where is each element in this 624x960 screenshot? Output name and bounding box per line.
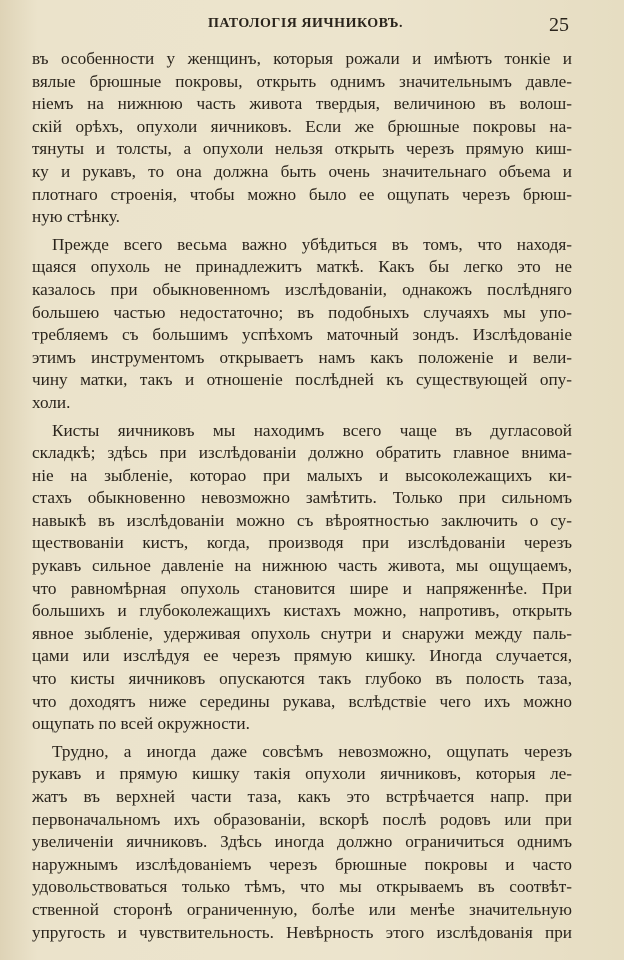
text-line: холи.: [32, 392, 71, 412]
text-line: Прежде всего весьма важно убѣдиться въ томъ, что находя-: [52, 234, 572, 254]
text-line: щаяся опухоль не принадлежитъ маткѣ. Какъ бы легко это не: [32, 257, 572, 277]
running-title: ПАТОЛОГІЯ ЯИЧНИКОВЪ.: [208, 16, 403, 31]
text-line: этимъ инструментомъ открываетъ намъ какъ положеніе и вели-: [32, 347, 572, 367]
text-line: казалось при обыкновенномъ изслѣдованіи, однакожъ послѣдняго: [32, 279, 572, 299]
text-line: ную стѣнку.: [32, 207, 120, 227]
text-line: требляемъ съ большимъ успѣхомъ маточный зондъ. Изслѣдованіе: [32, 325, 572, 345]
text-line: ственной сторонѣ ограниченную, болѣе или менѣе значительную: [32, 899, 572, 919]
text-line: стахъ обыкновенно невозможно замѣтить. Только при сильномъ: [32, 488, 572, 508]
text-line: большею частью недостаточно; въ подобныхъ случаяхъ мы упо-: [32, 302, 572, 322]
text-line: увеличеніи яичниковъ. Здѣсь иногда должно ограничиться однимъ: [32, 832, 572, 852]
text-line: цами или изслѣдуя ее черезъ прямую кишку. Иногда случается,: [32, 646, 572, 666]
text-line: тянуты и толсты, а опухоли нельзя открыть черезъ прямую киш-: [32, 139, 572, 159]
text-line: что равномѣрная опухоль становится шире и напряженнѣе. При: [32, 578, 572, 598]
text-line: что кисты яичниковъ опускаются такъ глубоко въ полость таза,: [32, 669, 572, 689]
text-line: ніемъ на нижнюю часть живота твердыя, величиною въ волош-: [32, 94, 572, 114]
text-line: первоначальномъ ихъ образованіи, вскорѣ послѣ родовъ или при: [32, 809, 572, 829]
page-number: 25: [549, 14, 569, 36]
text-line: рукавъ и прямую кишку такія опухоли яичниковъ, которыя ле-: [32, 764, 572, 784]
text-line: плотнаго строенія, чтобы можно было ее ощупать черезъ брюш-: [32, 184, 572, 204]
text-line: складкѣ; здѣсь при изслѣдованіи должно обратить главное внима-: [32, 443, 572, 463]
text-line: наружнымъ изслѣдованіемъ черезъ брюшные покровы и часто: [32, 854, 572, 874]
text-line: ніе на зыбленіе, которао при малыхъ и высоколежащихъ ки-: [32, 465, 572, 485]
body-text: [32, 48, 572, 944]
text-line: удовольствоваться только тѣмъ, что мы открываемъ въ соотвѣт-: [32, 877, 572, 897]
text-line: въ особенности у женщинъ, которыя рожали и имѣютъ тонкіе и: [32, 49, 572, 68]
text-line: что доходятъ ниже середины рукава, вслѣдствіе чего ихъ можно: [32, 691, 572, 711]
text-line: жатъ въ верхней части таза, какъ это встрѣчается напр. при: [32, 787, 572, 806]
text-line: навыкѣ въ изслѣдованіи можно съ вѣроятностью заключить о су-: [32, 510, 572, 530]
paragraph: [32, 741, 572, 944]
text-line: вялые брюшные покровы, открыть однимъ значительнымъ давле-: [32, 71, 572, 91]
paragraph: [32, 234, 572, 415]
text-line: явное зыбленіе, удерживая опухоль снутри и снаружи между паль-: [32, 623, 572, 643]
text-line: Трудно, а иногда даже совсѣмъ невозможно, ощупать черезъ: [52, 741, 572, 761]
text-line: Кисты яичниковъ мы находимъ всего чаще въ дугласовой: [52, 420, 572, 440]
text-line: скій орѣхъ, опухоли яичниковъ. Если же брюшные покровы на-: [32, 116, 572, 136]
text-line: ку и рукавъ, то она должна быть очень значительнаго объема и: [32, 161, 572, 181]
paragraph: [32, 420, 572, 736]
text-line: рукавъ сильное давленіе на нижнюю часть живота, мы ощущаемъ,: [32, 556, 572, 576]
text-line: чину матки, такъ и отношеніе послѣдней къ существующей опу-: [32, 370, 572, 390]
text-line: упругость и чувствительность. Невѣрность этого изслѣдованія при: [32, 922, 572, 942]
text-line: большихъ и глубоколежащихъ кистахъ можно, напротивъ, открыть: [32, 601, 572, 621]
text-line: ществованіи кистъ, когда, производя при изслѣдованіи черезъ: [32, 533, 572, 553]
text-line: ощупать по всей окружности.: [32, 714, 250, 734]
running-head: [0, 14, 624, 40]
paragraph: [32, 48, 572, 229]
